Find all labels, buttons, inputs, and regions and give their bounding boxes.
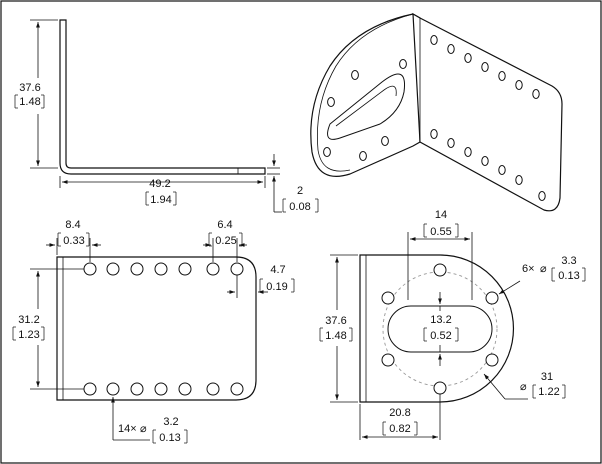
- side-length-dimension: [60, 176, 265, 206]
- front-row-spacing-alt: 1.23: [18, 329, 40, 341]
- side-thickness-alt: 0.08: [289, 201, 311, 213]
- front-holes-count: 14×: [118, 423, 137, 435]
- front-holes-alt: 0.13: [159, 432, 181, 444]
- end-holes-alt: 0.13: [558, 270, 580, 282]
- side-height-alt: 1.48: [19, 96, 41, 108]
- end-bolt-circle-symbol: ⌀: [520, 381, 527, 393]
- end-bolt-spacing-value: 14: [434, 209, 448, 221]
- front-pitch-left-dimension: [46, 219, 101, 262]
- front-pitch-left-value: 8.4: [65, 219, 81, 231]
- end-bolt-spacing-alt: 0.55: [430, 226, 452, 238]
- front-pitch-right-dimension: [203, 219, 247, 262]
- side-profile: [60, 20, 265, 174]
- end-holes-count: 6×: [522, 263, 535, 275]
- side-height-dimension: [12, 20, 58, 168]
- end-center-offset-alt: 0.82: [389, 423, 411, 435]
- side-length-value: 49.2: [149, 178, 171, 190]
- end-height-value: 37.6: [325, 315, 347, 327]
- front-pitch-left-alt: 0.33: [63, 235, 85, 247]
- front-holes-value: 3.2: [163, 416, 179, 428]
- front-pitch-right-value: 6.4: [217, 219, 233, 231]
- end-height-dimension: [318, 255, 358, 402]
- end-holes-symbol: ⌀: [540, 263, 547, 275]
- end-holes-value: 3.3: [561, 255, 577, 267]
- side-thickness-value: 2: [296, 185, 304, 197]
- front-pitch-right-alt: 0.25: [215, 235, 237, 247]
- front-plate: [57, 257, 256, 400]
- front-edge-offset-value: 4.7: [270, 264, 286, 276]
- end-center-offset-value: 20.8: [389, 407, 411, 419]
- front-holes-callout: [113, 397, 187, 444]
- front-view: [12, 219, 294, 444]
- side-thickness-dimension: [267, 154, 318, 213]
- side-height-value: 37.6: [19, 82, 41, 94]
- end-view: [318, 209, 585, 440]
- front-row-spacing-value: 31.2: [18, 314, 40, 326]
- end-slot-width-alt: 0.52: [430, 330, 452, 342]
- end-bolt-circle-value: 31: [540, 371, 554, 383]
- front-holes-symbol: ⌀: [140, 423, 147, 435]
- side-length-alt: 1.94: [150, 194, 172, 206]
- end-holes-callout: [499, 255, 585, 294]
- end-bolt-circle-alt: 1.22: [538, 386, 560, 398]
- front-edge-offset-alt: 0.19: [266, 281, 288, 293]
- side-view: [12, 20, 318, 213]
- end-height-alt: 1.48: [325, 330, 347, 342]
- isometric-view: [311, 14, 562, 211]
- end-slot-width-value: 13.2: [430, 314, 452, 326]
